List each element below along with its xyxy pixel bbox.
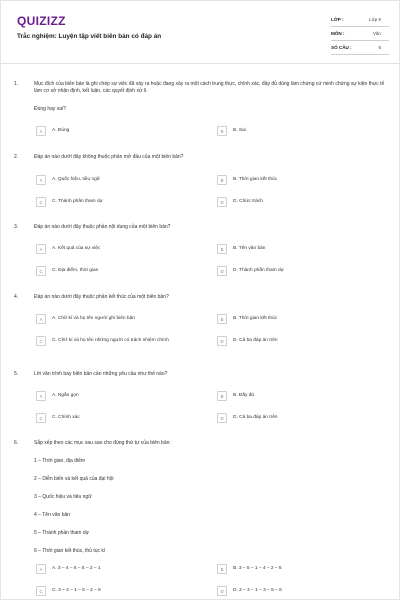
option-letter-box: A xyxy=(36,564,46,574)
option-text: A. Đúng xyxy=(52,127,70,133)
option-a[interactable] xyxy=(36,391,184,401)
meta-label: LỚP : xyxy=(331,17,344,22)
option-text: A. 3 – 4 – 6 – 5 – 2 – 1 xyxy=(52,565,101,571)
option-letter-box: A xyxy=(36,126,46,136)
header-divider xyxy=(1,63,400,64)
option-d[interactable] xyxy=(217,266,365,276)
option-b[interactable] xyxy=(217,564,365,574)
option-text: D. 2 – 4 – 1 – 3 – 5 – 6 xyxy=(233,587,282,593)
option-a[interactable] xyxy=(36,564,184,574)
option-text: C. Chữ kí và họ tên những người có trách nhiệm chính xyxy=(52,337,169,343)
option-text: C. 3 – 4 – 1 – 5 – 2 – 6 xyxy=(52,587,101,593)
option-letter-box: A xyxy=(36,314,46,324)
option-letter-box: C xyxy=(36,197,46,207)
option-a[interactable] xyxy=(36,244,184,254)
question-text: Đáp án nào dưới đây thuộc phần nội dung của một biên bản? xyxy=(34,224,171,230)
quizizz-logo: QUIZIZZ xyxy=(17,14,66,28)
option-text: B. Thời gian kết thúc xyxy=(233,315,278,321)
option-letter-box: D xyxy=(217,413,227,423)
option-c[interactable] xyxy=(36,586,184,596)
option-letter-box: B xyxy=(217,564,227,574)
option-d[interactable] xyxy=(217,197,365,207)
option-text: D. Thành phần tham dự xyxy=(233,267,284,273)
option-d[interactable] xyxy=(217,413,365,423)
option-b[interactable] xyxy=(217,244,365,254)
worksheet-header xyxy=(1,1,400,63)
option-letter-box: B xyxy=(217,314,227,324)
option-text: D. Chức trách xyxy=(233,198,263,204)
option-a[interactable] xyxy=(36,175,184,185)
question-text: Đáp án nào dưới đây không thuộc phần mở đầu của một biên bản? xyxy=(34,154,184,160)
question-text: Mục đích của biên bản là ghi chép sự việc đã xảy ra hoặc đang xảy ra một cách trung thực, chính xác, đầy đủ dùng làm chứng cứ minh chứng sự kiện thực tế làm cơ sở nhận định, kết luận, các quyết định xử lí. xyxy=(34,81,385,95)
meta-value: Văn xyxy=(372,31,381,36)
option-letter-box: D xyxy=(217,336,227,346)
question-number: 3. xyxy=(14,224,19,230)
option-letter-box: B xyxy=(217,126,227,136)
question-number: 4. xyxy=(14,294,19,300)
order-item-1: 1 – Thời gian, địa điểm xyxy=(34,458,85,464)
meta-row-grade xyxy=(331,13,389,27)
option-text: C. Thành phần tham dự xyxy=(52,198,103,204)
option-letter-box: D xyxy=(217,586,227,596)
option-text: A. Kết quả của sự việc xyxy=(52,245,101,251)
option-letter-box: A xyxy=(36,244,46,254)
option-b[interactable] xyxy=(217,391,365,401)
question-number: 1. xyxy=(14,81,19,87)
meta-row-count xyxy=(331,41,389,55)
meta-table xyxy=(331,13,389,55)
meta-label: SỐ CÂU : xyxy=(331,45,352,50)
option-d[interactable] xyxy=(217,586,365,596)
option-letter-box: A xyxy=(36,391,46,401)
meta-value: Lớp 9 xyxy=(369,17,381,22)
option-text: B. Sai xyxy=(233,127,246,133)
option-text: A. Quốc hiệu, tiêu ngữ xyxy=(52,176,101,182)
option-letter-box: D xyxy=(217,266,227,276)
option-letter-box: C xyxy=(36,336,46,346)
option-c[interactable] xyxy=(36,266,184,276)
option-a[interactable] xyxy=(36,314,184,324)
option-text: C. Chính xác xyxy=(52,414,80,420)
order-item-4: 4 – Tên văn bản xyxy=(34,512,71,518)
order-item-3: 3 – Quốc hiệu và tiêu ngữ xyxy=(34,494,92,500)
option-letter-box: B xyxy=(217,244,227,254)
option-text: B. Đầy đủ xyxy=(233,392,255,398)
option-d[interactable] xyxy=(217,336,365,346)
option-b[interactable] xyxy=(217,175,365,185)
option-a[interactable] xyxy=(36,126,184,136)
option-text: B. Thời gian kết thúc xyxy=(233,176,278,182)
option-c[interactable] xyxy=(36,197,184,207)
question-number: 2. xyxy=(14,154,19,160)
question-subtext: Đúng hay sai? xyxy=(34,106,66,112)
option-text: A. Ngắn gọn xyxy=(52,392,79,398)
option-text: A. Chữ kí và họ tên người ghi biên bản xyxy=(52,315,135,321)
option-letter-box: B xyxy=(217,175,227,185)
option-b[interactable] xyxy=(217,314,365,324)
order-item-6: 6 – Thời gian kết thúc, thủ tục kí xyxy=(34,548,106,554)
meta-value: 6 xyxy=(378,45,381,50)
option-b[interactable] xyxy=(217,126,365,136)
option-text: B. 3 – 5 – 1 – 4 – 2 – 6 xyxy=(233,565,282,571)
question-text: Sắp xếp theo các mục sau sao cho đúng thứ tự của biên bản: xyxy=(34,440,171,446)
option-letter-box: C xyxy=(36,266,46,276)
option-letter-box: C xyxy=(36,586,46,596)
option-letter-box: A xyxy=(36,175,46,185)
worksheet-title: Trắc nghiệm: Luyện tập viết biên bản có đáp án xyxy=(17,33,162,40)
option-letter-box: C xyxy=(36,413,46,423)
question-number: 6. xyxy=(14,440,19,446)
option-c[interactable] xyxy=(36,336,184,346)
meta-label: MÔN : xyxy=(331,31,345,36)
order-item-2: 2 – Diễn biến và kết quả của đại hội xyxy=(34,476,114,482)
option-text: C. Địa điểm, thời gian xyxy=(52,267,99,273)
question-text: Lời văn trình bày biên bản cần những yêu cầu như thế nào? xyxy=(34,371,168,377)
option-letter-box: B xyxy=(217,391,227,401)
option-text: D. Cả ba đáp án trên xyxy=(233,414,278,420)
option-letter-box: D xyxy=(217,197,227,207)
question-number: 5. xyxy=(14,371,19,377)
order-item-5: 5 – Thành phần tham dự xyxy=(34,530,89,536)
option-text: B. Tên văn bản xyxy=(233,245,266,251)
meta-row-subject xyxy=(331,27,389,41)
question-text: Đáp án nào dưới đây thuộc phần kết thúc của một biên bản? xyxy=(34,294,169,300)
option-c[interactable] xyxy=(36,413,184,423)
option-text: D. Cả ba đáp án trên xyxy=(233,337,278,343)
